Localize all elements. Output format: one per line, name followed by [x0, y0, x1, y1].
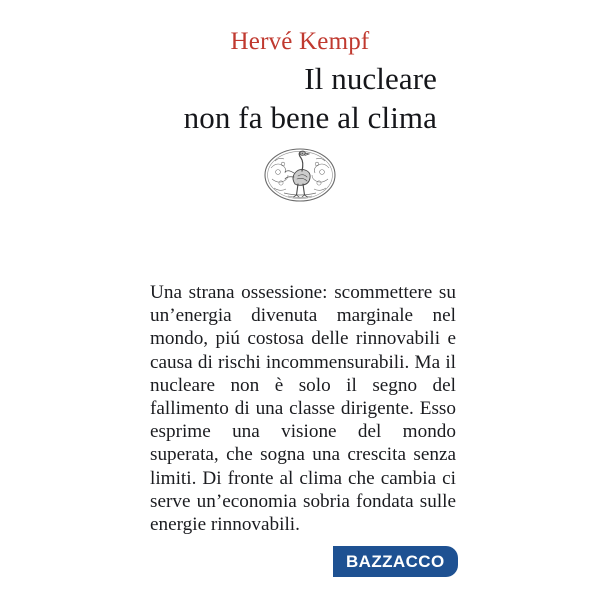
book-title: [140, 60, 437, 138]
title-line-2: non fa bene al clima: [183, 99, 437, 135]
back-cover-blurb: [150, 281, 456, 536]
blurb-paragraph: Una strana ossessione: scommettere su un’energia divenuta marginale nel mondo, piú costosa delle rinnovabili e causa di rischi incommensurabili. Ma il nucleare non è solo il segno del fallimento di una classe dirigente. Esso esprime una visione del mondo superata, che sogna una crescita senza limiti. Di fronte al clima che cambia ci serve un’economia sobria fondata sulle energie rinnovabili.: [150, 282, 456, 536]
publisher-emblem: [0, 146, 600, 204]
publisher-name: BAZZACCO: [346, 551, 445, 571]
title-line-1: Il nucleare: [304, 61, 437, 96]
publisher-badge: [333, 546, 458, 577]
author-name: Hervé Kempf: [230, 28, 370, 55]
ostrich-medallion-emblem: [262, 146, 338, 204]
